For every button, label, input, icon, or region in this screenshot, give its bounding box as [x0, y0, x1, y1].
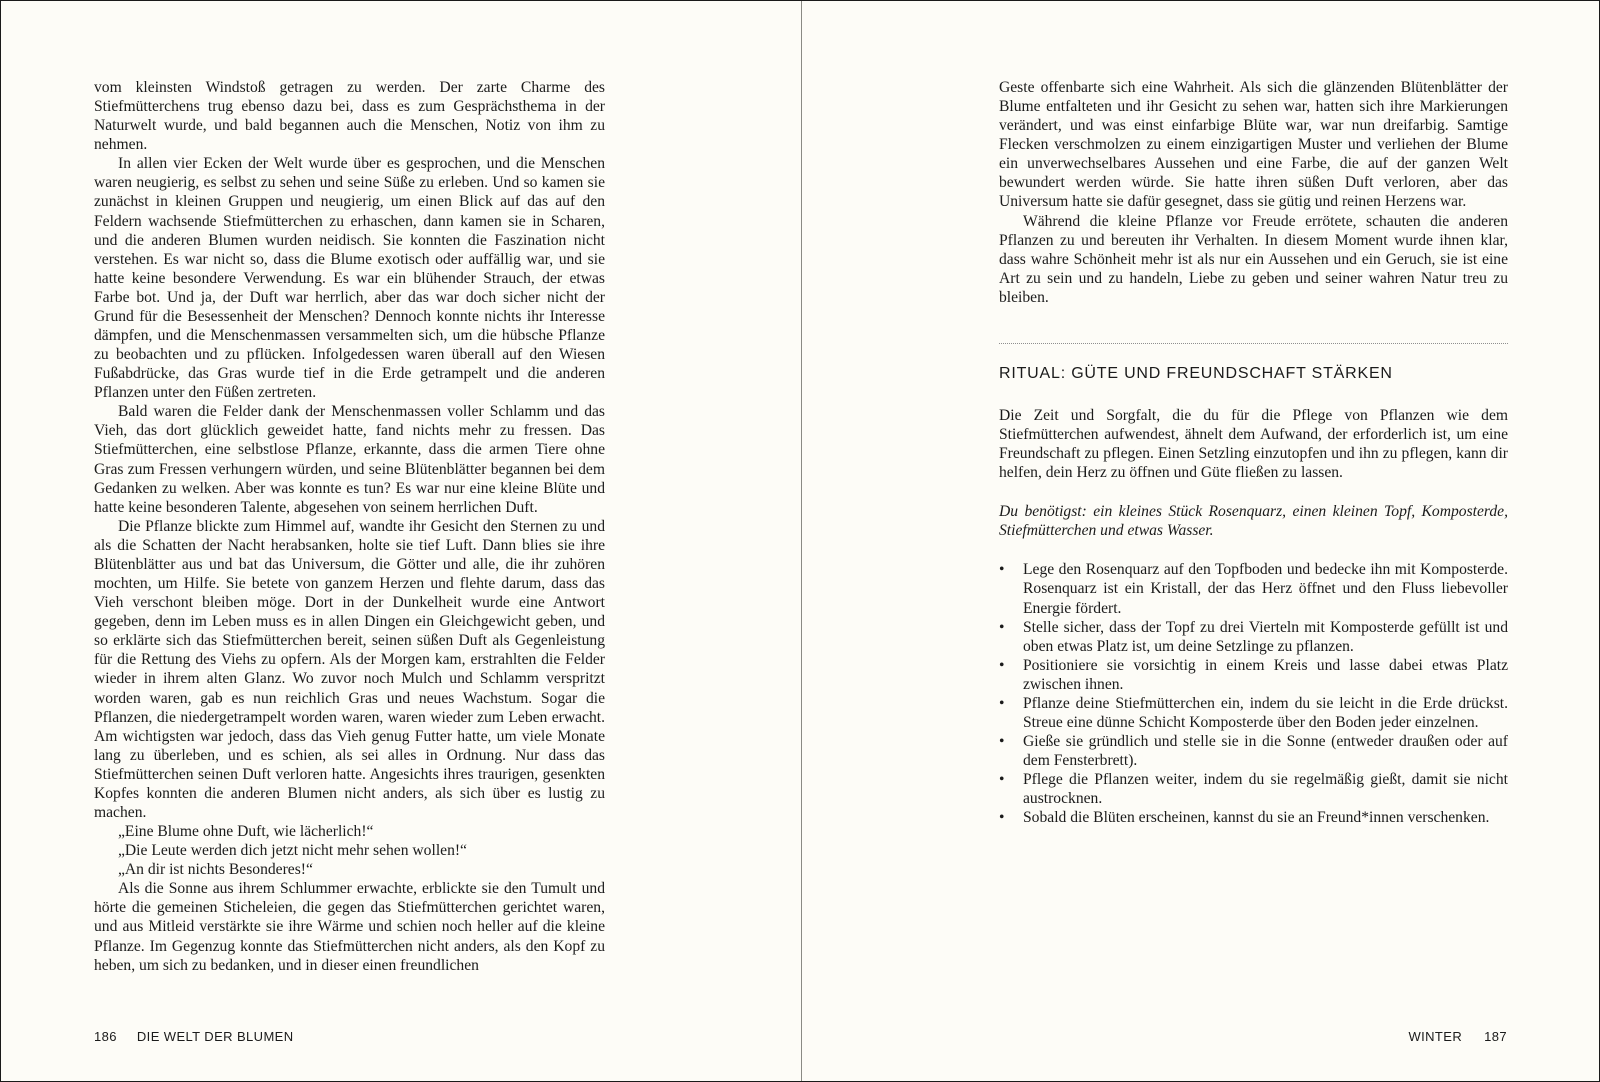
list-item-text: Pflanze deine Stiefmütterchen ein, indem du sie leicht in die Erde drückst. Streue eine dünne Schicht Komposterde über den Boden jeder einzelnen. — [1023, 694, 1508, 732]
body-paragraph: In allen vier Ecken der Welt wurde über es gesprochen, und die Menschen waren neugierig, es selbst zu sehen und seine Süße zu erleben. Und so kamen sie zunächst in kleinen Gruppen und neugierig, um einen Blick auf das auf den Feldern wachsende Stiefmütterchen zu erhaschen, dann kamen sie in Scharen, und die anderen Blumen wurden neidisch. Sie konnten die Faszination nicht verstehen. Es war nicht so, dass die Blume exotisch oder auffällig war, und sie hatte keine besondere Verwendung. Es war ein blühender Strauch, der etwas Farbe bot. Und ja, der Duft war herrlich, aber das war doch sicher nicht der Grund für die Besessenheit der Menschen? Dennoch konnte nichts ihr Interesse dämpfen, und die Menschenmassen versammelten sich, um die hübsche Pflanze zu beobachten und zu pflücken. Infolgedessen waren überall auf den Wiesen Fußabdrücke, das Gras wurde tief in die Erde getrampelt und die anderen Pflanzen unter den Füßen zertreten. — [94, 155, 605, 402]
right-page-body — [999, 78, 1508, 828]
list-item — [999, 770, 1508, 808]
list-item — [999, 694, 1508, 732]
list-item-text: Stelle sicher, dass der Topf zu drei Vierteln mit Komposterde gefüllt ist und oben etwas Platz ist, um deine Setzlinge zu pflanzen. — [1023, 618, 1508, 655]
list-item-text: Positioniere sie vorsichtig in einem Kreis und lasse dabei etwas Platz zwischen ihnen. — [1023, 656, 1508, 693]
running-title: DIE WELT DER BLUMEN — [136, 1029, 294, 1044]
list-item — [999, 808, 1508, 827]
section-divider — [999, 343, 1508, 344]
ritual-steps-list — [999, 560, 1508, 827]
dialogue-line: „Eine Blume ohne Duft, wie lächerlich!“ — [118, 823, 374, 841]
ritual-intro: Die Zeit und Sorgfalt, die du für die Pflege von Pflanzen wie dem Stiefmütterchen aufwendest, ähnelt dem Aufwand, der erforderlich ist, um eine Freundschaft zu pflegen. Einen Setzling einzutopfen und ihn zu pflegen, kann dir helfen, dein Herz zu öffnen und Güte fließen zu lassen. — [999, 406, 1508, 482]
right-page — [802, 1, 1599, 1081]
body-paragraph: Geste offenbarte sich eine Wahrheit. Als sich die glänzenden Blütenblätter der Blume entfalteten und ihr Gesicht zu sehen war, hatten sich ihre Markierungen verändert, und was einst einfarbige Blüte war, war nun dreifarbig. Samtige Flecken verschmolzen zu einem einzigartigen Muster und verliehen der Blume ein unverwechselbares Aussehen und eine Farbe, die auf der ganzen Welt bewundert werden würde. Sie hatte ihren süßen Duft verloren, aber das Universum hatte sie dafür gesegnet, dass sie gütig und reinen Herzens war. — [999, 79, 1508, 211]
body-paragraph: Bald waren die Felder dank der Menschenmassen voller Schlamm und das Vieh, das dort glücklich geweidet hatte, fand nichts mehr zu fressen. Das Stiefmütterchen, eine selbstlose Pflanze, erkannte, dass die armen Tiere ohne Gras zum Fressen verhungern würden, und seine Blütenblätter begannen bei dem Gedanken zu welken. Aber was konnte es tun? Es war nur eine kleine Blüte und hatte keine besonderen Talente, abgesehen von seinem herrlichen Duft. — [94, 403, 605, 516]
left-page-footer — [94, 1029, 294, 1045]
left-page — [1, 1, 801, 1081]
list-item-text: Gieße sie gründlich und stelle sie in die Sonne (entweder draußen oder auf dem Fensterbrett). — [1023, 733, 1508, 770]
page-number: 186 — [94, 1029, 117, 1044]
list-item — [999, 732, 1508, 770]
bullet-icon: • — [999, 809, 1005, 827]
body-paragraph: Als die Sonne aus ihrem Schlummer erwachte, erblickte sie den Tumult und hörte die gemeinen Sticheleien, die gegen das Stiefmütterchen gerichtet waren, und aus Mitleid verstärkte sie ihre Wärme und schien noch heller auf die kleine Pflanze. Im Gegenzug konnte das Stiefmütterchen nicht anders, als den Kopf zu heben, um sich zu bedanken, und in dieser einen freundlichen — [94, 880, 605, 974]
body-paragraph: Die Pflanze blickte zum Himmel auf, wandte ihr Gesicht den Sternen zu und als die Schatten der Nacht herabsanken, holte sie tief Luft. Dann blies sie ihre Blütenblätter aus und bat das Universum, die Götter und alle, die ihr zuhören mochten, um Hilfe. Sie betete von ganzem Herzen und flehte darum, dass das Vieh verschont bleiben möge. Dort in der Dunkelheit wurde eine Antwort gegeben, denn im Leben muss es in allen Dingen ein Gleichgewicht geben, und so erklärte sich das Stiefmütterchen bereit, seinen süßen Duft als Gegenleistung für die Rettung des Viehs zu opfern. Als der Morgen kam, erstrahlten die Felder wieder in ihrem alten Glanz. Wo zuvor noch Mulch und Schlamm verspritzt worden waren, gab es nun reichlich Gras und neues Wachstum. Sogar die Pflanzen, die niedergetrampelt worden waren, waren wieder zum Leben erwacht. Am wichtigsten war jedoch, dass das Vieh genug Futter hatte, um viele Monate lang zu überleben, und es schien, als sei alles in Ordnung. Nur dass das Stiefmütterchen seinen Duft verloren hatte. Angesichts ihres traurigen, gesenkten Kopfes konnten die anderen Blumen nicht anders, als sich über es lustig zu machen. — [94, 517, 605, 821]
dialogue-line: „Die Leute werden dich jetzt nicht mehr sehen wollen!“ — [118, 842, 467, 860]
list-item-text: Pflege die Pflanzen weiter, indem du sie regelmäßig gießt, damit sie nicht austrocknen. — [1023, 771, 1508, 808]
ritual-materials: Du benötigst: ein kleines Stück Rosenquarz, einen kleinen Topf, Komposterde, Stiefmütterchen und etwas Wasser. — [999, 503, 1508, 540]
right-page-footer — [1408, 1029, 1507, 1045]
list-item — [999, 656, 1508, 694]
bullet-icon: • — [999, 694, 1005, 712]
bullet-icon: • — [999, 771, 1005, 789]
body-paragraph: Während die kleine Pflanze vor Freude errötete, schauten die anderen Pflanzen zu und bereuten ihr Verhalten. In diesem Moment wurde ihnen klar, dass wahre Schönheit mehr ist als nur ein Aussehen und ein Geruch, sie ist eine Art zu sein und zu handeln, Liebe zu geben und seiner wahren Natur treu zu bleiben. — [999, 212, 1508, 306]
body-paragraph: vom kleinsten Windstoß getragen zu werden. Der zarte Charme des Stiefmütterchens trug ebenso dazu bei, dass es zum Gesprächsthema in der Naturwelt wurde, und bald begannen auch die Menschen, Notiz von ihm zu nehmen. — [94, 79, 605, 154]
page-number: 187 — [1484, 1029, 1507, 1044]
bullet-icon: • — [999, 733, 1005, 751]
running-title: WINTER — [1408, 1029, 1463, 1044]
bullet-icon: • — [999, 561, 1005, 579]
bullet-icon: • — [999, 656, 1005, 674]
list-item — [999, 618, 1508, 656]
ritual-heading: RITUAL: GÜTE UND FREUNDSCHAFT STÄRKEN — [999, 364, 1393, 382]
list-item-text: Sobald die Blüten erscheinen, kannst du sie an Freund*innen verschenken. — [1023, 809, 1490, 827]
list-item — [999, 560, 1508, 617]
list-item-text: Lege den Rosenquarz auf den Topfboden und bedecke ihn mit Komposterde. Rosenquarz ist ein Kristall, der das Herz öffnet und den Fluss liebevoller Energie fördert. — [1023, 561, 1508, 617]
dialogue-line: „An dir ist nichts Besonderes!“ — [118, 861, 313, 879]
bullet-icon: • — [999, 618, 1005, 636]
left-page-body — [94, 78, 605, 975]
